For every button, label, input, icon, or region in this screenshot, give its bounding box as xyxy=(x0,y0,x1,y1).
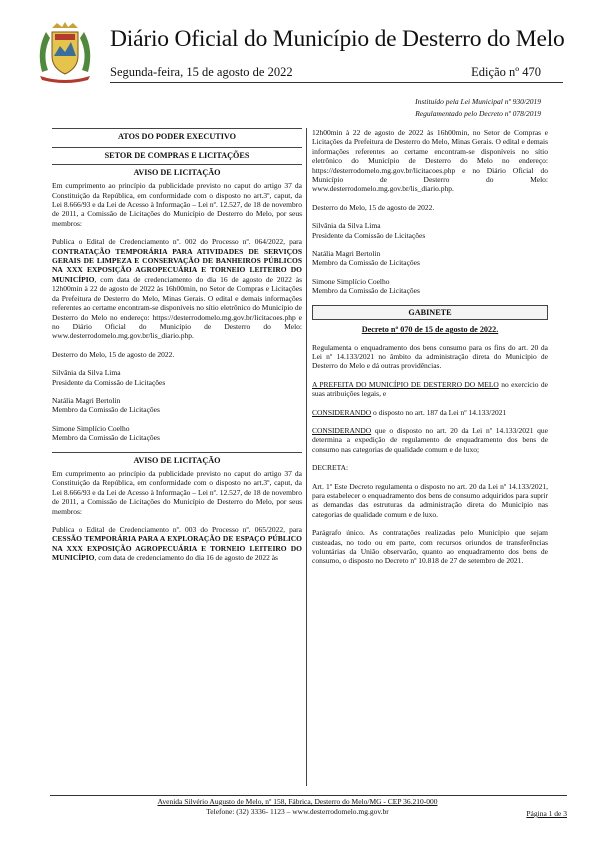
signatory-name: Simone Simplício Coelho xyxy=(312,276,390,286)
decree-considering xyxy=(312,426,548,454)
signatory-role: Membro da Comissão de Licitações xyxy=(312,258,420,268)
institution-note xyxy=(415,96,541,120)
notice-body-end: , com data de credenciamento do dia 16 de agosto de 2022 às xyxy=(94,553,278,563)
signatory-role: Presidente da Comissão de Licitações xyxy=(52,377,166,387)
signatory-name: Silvânia da Silva Lima xyxy=(312,221,381,231)
notice-intro: Em cumprimento ao princípio da publicidade previsto no caput do artigo 37 da Constituição da República, em conformidade com o disposto no art.3º, caput, da Lei 8.666/93 e da Lei de Acesso à Informação – Lei nº. 12.527, de 18 de novembro de 2011, a Comissão de Licitações do Município de Desterro do Melo, por seus membros: xyxy=(52,181,302,228)
notice-heading: AVISO DE LICITAÇÃO xyxy=(52,452,302,469)
left-column xyxy=(52,128,302,572)
decree-considering xyxy=(312,408,548,417)
signatory-name: Natália Magri Bertolin xyxy=(52,395,121,405)
footer-address: Avenida Silvério Augusto de Melo, nº 158, Fábrica, Desterro do Melo/MG - CEP 36.210-000 xyxy=(157,797,438,806)
municipal-coat-of-arms xyxy=(32,20,98,86)
footer xyxy=(0,797,595,817)
signature-block xyxy=(312,221,548,240)
subsection-heading: SETOR DE COMPRAS E LICITAÇÕES xyxy=(52,147,302,164)
decree-title: Decreto nº 070 de 15 de agosto de 2022. xyxy=(361,325,499,335)
considering-text: que o disposto no art. 20 da Lei nº 14.133/2021 que determina a expedição de regulamento de enquadramento dos bens de consumo nas categorias de qualidade comum e de luxo; xyxy=(312,425,548,454)
notice-body xyxy=(52,525,302,563)
footer-contact: Telefone: (32) 3336- 1123 – www.desterrodomelo.mg.gov.br xyxy=(206,807,389,816)
column-divider xyxy=(306,128,307,786)
prefeita-title: A PREFEITA DO MUNICÍPIO DE DESTERRO DO MELO xyxy=(312,379,499,389)
signature-block xyxy=(312,249,548,268)
newspaper-title: Diário Oficial do Município de Desterro do Melo xyxy=(110,26,565,52)
notice-object: CONTRATAÇÃO TEMPORÁRIA PARA ATIVIDADES DE SERVIÇOS GERAIS DE LIMPEZA E CONSERVAÇÃO DE BANHEIROS PÚBLICOS NA XXX EXPOSIÇÃO AGROPECUÁRIA E TORNEIO LEITEIRO DO MUNICÍPIO xyxy=(52,246,302,284)
notice-place-date: Desterro do Melo, 15 de agosto de 2022. xyxy=(312,202,435,212)
decree-decreta: DECRETA: xyxy=(312,463,349,473)
decree-preamble xyxy=(312,380,548,399)
page-number: Página 1 de 3 xyxy=(526,809,567,818)
publication-date: Segunda-feira, 15 de agosto de 2022 xyxy=(110,65,293,79)
edition-number: Edição nº 470 xyxy=(471,65,541,79)
notice-place-date: Desterro do Melo, 15 de agosto de 2022. xyxy=(52,349,175,359)
decree-article-1: Art. 1º Este Decreto regulamenta o disposto no art. 20 da Lei nº 14.133/2021, para estabelecer o enquadramento dos bens de consumo adquiridos para suprir as demandas das estruturas da administração direta do Município nas categorias de qualidade comum e de luxo. xyxy=(312,481,548,519)
right-column xyxy=(312,128,548,575)
section-heading: ATOS DO PODER EXECUTIVO xyxy=(52,128,302,144)
signature-block xyxy=(52,424,302,443)
signature-block xyxy=(52,368,302,387)
signature-block xyxy=(52,396,302,415)
footer-rule xyxy=(50,795,567,796)
signatory-role: Membro da Comissão de Licitações xyxy=(52,433,160,443)
notice-object: CESSÃO TEMPORÁRIA PARA A EXPLORAÇÃO DE ESPAÇO PÚBLICO NA XXX EXPOSIÇÃO AGROPECUÁRIA E TORNEIO LEITEIRO DO MUNICÍPIO xyxy=(52,534,302,563)
decree-paragraph: Parágrafo único. As contratações realizadas pelo Município que sejam custeadas, no todo ou em parte, com recursos oriundos de transferências voluntárias da União observarão, quanto ao enquadramento dos bens de consumo, o disposto no Decreto nº 10.818 de 27 de setembro de 2021. xyxy=(312,528,548,566)
signatory-name: Natália Magri Bertolin xyxy=(312,249,381,259)
signatory-role: Membro da Comissão de Licitações xyxy=(52,405,160,415)
notice-continuation: 12h00min à 22 de agosto de 2022 às 16h00min, no Setor de Compras e Licitações da Prefeitura de Desterro do Melo, Minas Gerais. O edital e demais informações referentes ao certame encontram-se disponíveis no sítio eletrônico do Município de Desterro do Melo no endereço: https://desterrodomelo.mg.gov.br/licitacoes.php e no Diário Oficial do Município de Desterro do Melo: www.desterrodomelo.mg.gov.br/lis_diario.php. xyxy=(312,128,548,194)
notice-heading: AVISO DE LICITAÇÃO xyxy=(133,167,221,177)
gabinete-heading: GABINETE xyxy=(312,305,548,320)
masthead xyxy=(0,0,595,118)
prefeita-text: no exercício de suas atribuições legais, e xyxy=(312,379,548,399)
considering-label: CONSIDERANDO xyxy=(312,407,372,417)
institution-decree: Regulamentado pelo Decreto nº 078/2019 xyxy=(415,109,541,118)
considering-text: o disposto no art. 187 da Lei nº 14.133/2021 xyxy=(371,407,507,417)
signatory-role: Membro da Comissão de Licitações xyxy=(312,286,420,296)
considering-label: CONSIDERANDO xyxy=(312,425,372,435)
institution-law: Instituído pela Lei Municipal nº 930/2019 xyxy=(415,97,541,106)
notice-body-end: , com data de credenciamento do dia 16 de agosto de 2022 às 12h00min à 22 de agosto de 2022 às 16h00min, no Setor de Compras e Licitações da Prefeitura de Desterro do Melo, Minas Gerais. O edital e demais informações referentes ao certame encontram-se disponíveis no sítio eletrônico do Município de Desterro do Melo no endereço: https://desterrodomelo.mg.gov.br/licitacoes.php e no Diário Oficial do Município de Desterro do Melo: www.desterrodomelo.mg.gov.br/lis_diario.php. xyxy=(52,274,302,341)
signature-block xyxy=(312,277,548,296)
signatory-name: Silvânia da Silva Lima xyxy=(52,368,121,378)
notice-body xyxy=(52,237,302,340)
notice-body-start: Publica o Edital de Credenciamento nº. 002 do Processo nº. 064/2022, para xyxy=(52,237,302,247)
notice-body-start: Publica o Edital de Credenciamento nº. 003 do Processo nº. 065/2022, para xyxy=(52,525,302,534)
notice-intro: Em cumprimento ao princípio da publicidade previsto no caput do artigo 37 da Constituição da República, em conformidade com o disposto no art.3º, caput, da Lei 8.666/93 e da Lei de Acesso à Informação – Lei nº. 12.527, de 18 de novembro de 2011, a Comissão de Licitações do Município de Desterro do Melo, por seus membros: xyxy=(52,468,302,516)
signatory-role: Presidente da Comissão de Licitações xyxy=(312,230,426,240)
signatory-name: Simone Simplício Coelho xyxy=(52,423,130,433)
decree-summary: Regulamenta o enquadramento dos bens consumo para os fins do art. 20 da Lei nº 14.133/2021 no âmbito da administração direta do Município de Desterro do Melo e dá outras providências. xyxy=(312,342,548,371)
header-rule xyxy=(110,82,563,83)
